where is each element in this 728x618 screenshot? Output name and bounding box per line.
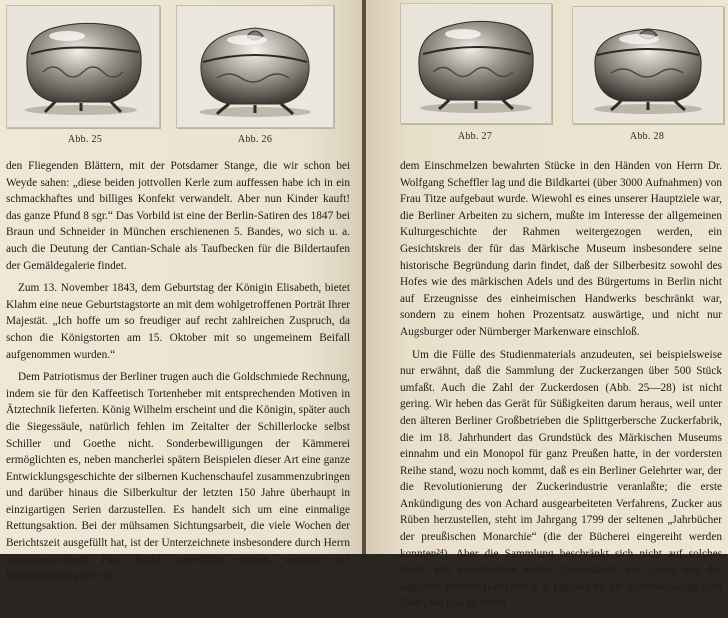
caption-abb-28: Abb. 28 bbox=[629, 131, 665, 142]
left-page bbox=[0, 0, 362, 583]
caption-abb-27: Abb. 27 bbox=[457, 131, 493, 142]
right-text-column bbox=[400, 158, 722, 618]
figure-abb-25 bbox=[6, 5, 160, 128]
sugar-box-photo bbox=[7, 6, 159, 127]
caption-abb-25: Abb. 25 bbox=[67, 134, 103, 145]
right-page bbox=[366, 0, 728, 610]
figure-abb-26 bbox=[176, 5, 334, 128]
sugar-box-photo bbox=[573, 7, 723, 123]
paragraph: Zum 13. November 1843, dem Geburtstag der Königin Elisabeth, bietet Klahm eine neue Geburtstagstorte an mit dem wohlgetroffenen Porträt Ihrer Majestät. „Ich hoffe um so freudiger auf recht zahlreichen Zuspruch, da schon die Königstorten am 15. Oktober mit so ungemeinem Beifall aufgenommen wurden.“ bbox=[6, 282, 350, 361]
figure-abb-27 bbox=[400, 3, 552, 124]
paragraph: Um die Fülle des Studienmaterials anzudeuten, sei beispielsweise nur erwähnt, daß die Sammlung der Zuckerzangen über 500 Stück umfaßt. Auch die Zahl der Zuckerdosen (Abb. 25—28) ist nicht gering. Wir heben das Gerät für Süßigkeiten darum heraus, weil unter den älteren Berliner Großbetrieben die Splittgerbersche Zuckerfabrik, die im 18. Jahrhundert das Grundstück des Märkischen Museums einnahm und ein Monopol für ganz Preußen hatte, in der vordersten Reihe stand, wozu noch kommt, daß es ein Berliner Gelehrter war, der die Revolutionierung der Zuckerindustrie veranlaßte; die erste Ankündigung des von Achard ausgearbeiteten Verfahrens, Zucker aus Rüben herzustellen, steht im Jahrgang 1799 der seltenen „Jahrbücher der preußischen Monarchie“ (die der Bücherei eingereiht werden konnten²⁴). Aber die Sammlung beschränkt sich nicht auf solches Gerät. Für verschiedene andere Gegenstände des Luxus und des täglichen Bedarfs (Leuchter z. B.) gelang es, die Stilentwicklung vom Ende, hin und da schon bbox=[400, 348, 722, 610]
figure-abb-28 bbox=[572, 6, 724, 124]
paragraph: den Fliegenden Blättern, mit der Potsdamer Stange, die wir schon bei Weyde sahen: „diese beiden jottvollen Kerle zum auffessen habe ich in ein schmackhaftes und billiges Konfekt verwandelt. Aber nun Kinder kauft! das ganze Pfund 8 sgr.“ Das Vorbild ist eine der Berlin-Satiren des 1847 bei Braun und Schneider in München erschienenen 5. Bandes, wo sich u. a. auch die Deutung der Cantian-Schale als Taufbecken für die Bildertaufen der Gemäldegalerie findet. bbox=[6, 160, 350, 272]
paragraph: Dem Patriotismus der Berliner trugen auch die Goldschmiede Rechnung, indem sie für den Kaffeetisch Tortenheber mit entsprechenden Motiven in Ätztechnik lieferten. König Wilhelm erscheint und die Königin, später auch die Siegessäule, natürlich fehlen im Zeitalter der Schillerlocke selbst Schiller und Goethe nicht. Sonderbewilligungen der Kämmerei ermöglichten es, neben mancherlei spätern Beispielen dieser Art eine ganze Entwicklungsgeschichte der silbernen Kuchenschaufel zusammenzubringen und darüber hinaus die Silberkultur der letzten 150 Jahre überhaupt in einzigartigen Serien darzustellen. Es handelt sich um eine einmalige Rettungsaktion. Bei der mühsamen Sichtungsarbeit, die viele Wochen der Berichtszeit ausgefüllt hat, ist der Unterzeichnete insbesondere durch Herrn Stadtoberarchitekt Paul Kothe unterstützt worden, während die Katalogisierung der vor bbox=[6, 371, 350, 583]
sugar-box-photo bbox=[401, 4, 551, 123]
caption-abb-26: Abb. 26 bbox=[237, 134, 273, 145]
left-text-column bbox=[6, 158, 350, 591]
sugar-box-photo bbox=[177, 6, 333, 127]
paragraph: dem Einschmelzen bewahrten Stücke in den Händen von Herrn Dr. Wolfgang Scheffler lag und die Bildkartei (über 3000 Aufnahmen) von Frau Titze aufgebaut wurde. Wiewohl es eines unserer Hauptziele war, die Berliner Arbeiten zu sichern, mußte im Interesse der allgemeinen Kulturgeschichte der Rahmen weitergezogen werden, ein Gesichtskreis der für das Märkische Museum insbesondere seine historische Begründung darin findet, daß der Silberbesitz sowohl des Hofes wie des märkischen Adels und des Bürgertums in Berlin nicht auf Erzeugnisse des einheimischen Handwerks beschränkt war, sondern zu einem hohen Prozentsatz auswärtige, und nicht nur Augsburger oder Nürnberger Markenware einschloß. bbox=[400, 160, 722, 338]
